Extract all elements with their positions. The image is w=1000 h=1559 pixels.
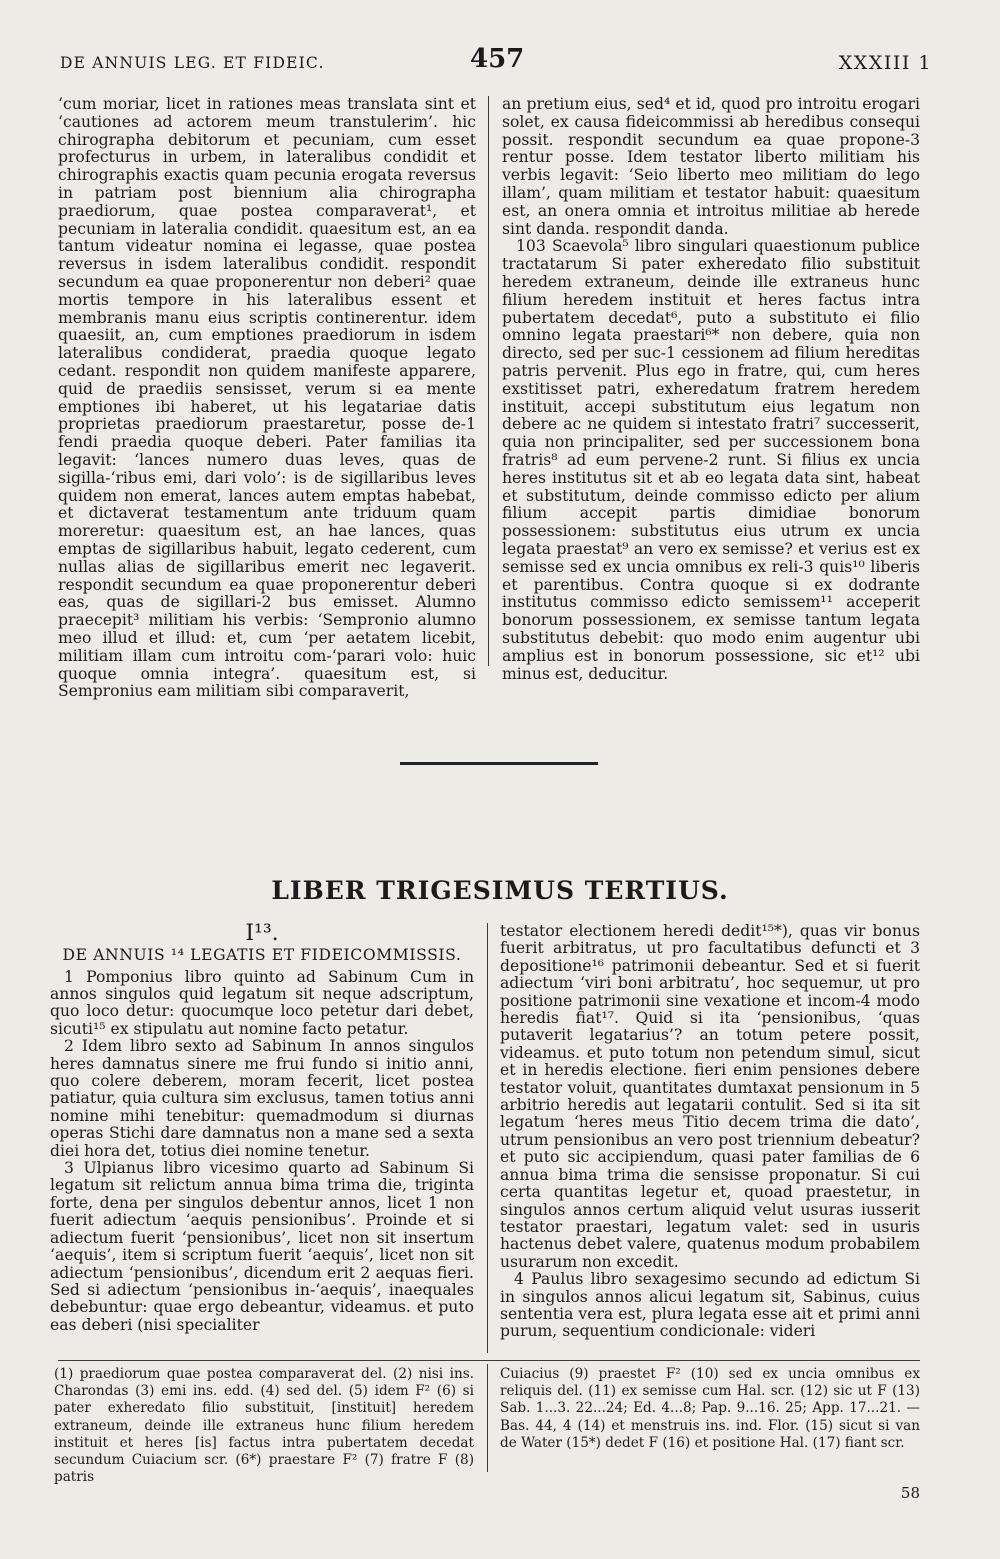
header-right: XXXIII 1 (838, 52, 932, 74)
footnote-text: Cuiacius (9) praestet F² (10) sed ex uncia omnibus ex reliquis del. (11) ex semisse cum Hal. scr. (12) sic ut F (13) Sab. 1...3. 22...24; Ed. 4...8; Pap. 9...16. 25; App. 17...21. — Bas. 44, 4 (14) et menstruis ins. ind. Flor. (15) sicut si van de Water (15*) dedet F (16) et positione Hal. (17) fiant scr. (500, 1366, 920, 1451)
footnote-text: (1) praediorum quae postea comparaverat del. (2) nisi ins. Charondas (3) emi ins. edd. (4) sed del. (5) idem F² (6) si pater exheredato filio substituit, [instituit] heredem extraneum, deinde ille extraneus hunc filium heredem instituit et heres [is] factus intra pubertatem decedat secundum Cuiacium scr. (6*) praestare F² (7) fratre F (8) patris (54, 1366, 474, 1486)
paragraph: 1 Pomponius libro quinto ad Sabinum Cum in annos singulos quid legatum sit neque adscriptum, quo loco detur: quocumque loco petetur dari debet, sicuti¹⁵ ex stipulatu aut nomine facto petatur. (50, 967, 474, 1038)
book-title: LIBER TRIGESIMUS TERTIUS. (271, 876, 729, 905)
column-4 (500, 923, 920, 1341)
paragraph: an pretium eius, sed⁴ et id, quod pro introitu erogari solet, ex causa fideicommissi ab heredibus consequi possit. respondit secundum ea quae propone-3 rentur posse. Idem testator liberto militiam his verbis legavit: ‘Seio liberto meo militiam do lego illam’, quam militiam et testator habuit: quaesitum est, an onera omnia et introitus militiae ab herede sint danda. respondit danda. (502, 95, 920, 238)
column-1 (58, 96, 476, 701)
paragraph: 3 Ulpianus libro vicesimo quarto ad Sabinum Si legatum sit relictum annua bima trima die, triginta forte, dena per singulos debentur annos, licet 1 non fuerit adiectum ‘aequis pensionibus’. Proinde et si adiectum fuerit ‘pensionibus’, licet non sit insertum ‘aequis’, item si scriptum fuerit ‘aequis’, licet non sit adiectum ‘pensionibus’, dicendum erit 2 aequas fieri. Sed si adiectum ‘pensionibus in-‘aequis’, inaequales debebuntur: quae ergo debeantur, videamus. et puto eas deberi (nisi specialiter (50, 1159, 474, 1334)
footnotes-right (500, 1366, 920, 1452)
footnote-rule (58, 1360, 920, 1361)
footnote-divider (487, 1364, 488, 1472)
column-3 (50, 923, 474, 1334)
paragraph: 4 Paulus libro sexagesimo secundo ad edictum Si in singulos annos alicui legatum sit, Sabinus, cuius sententia vera est, plura legata esse ait et primi anni purum, sequentium condicionale: videri (500, 1270, 920, 1341)
paragraph: 103 Scaevola⁵ libro singulari quaestionum publice tractatarum Si pater exheredato filio substituit heredem extraneum, deinde ille extraneus hunc filium heredem instituit et heres factus intra pubertatem decedat⁶, puto a substituto ei filio omnino legata praestari⁶* non debere, quia non directo, sed per suc-1 cessionem ad filium hereditas patris pervenit. Plus ego in fratre, qui, cum heres exstitisset patri, exheredatum fratrem heredem instituit, accepi substitutum eius legatum non debere ac ne quidem si intestato fratri⁷ successerit, quia non principaliter, sed per successionem bona fratris⁸ ad eum pervene-2 runt. Si filius ex uncia heres institutus sit et ab eo legata data sint, habeat et substitutum, deinde commisso edicto per alium filium accepit partis dimidiae bonorum possessionem: substitutus eius utrum ex uncia legata praestat⁹ an vero ex semisse? et verius est ex semisse sed ex uncia omnibus ex reli-3 quis¹⁰ liberis et parentibus. Contra quoque si ex dodrante institutus commisso edicto semissem¹¹ acceperit bonorum possessionem, ex semisse tantum legata substitutus debebit: quo modo enim augentur ubi amplius est in bonorum possessione, sic et¹² ubi minus est, deducitur. (502, 237, 920, 683)
column-2 (502, 96, 920, 683)
paragraph: ‘cum moriar, licet in rationes meas translata sint et ‘cautiones ad actorem meum transtulerim’. hic chirographa debitorum et pecuniam, cum esset profecturus in urbem, in lateralibus condidit et chirographis exactis quam pecunia erogata reversus in patriam post biennium alia chirographa praediorum, quae postea comparaverat¹, et pecuniam in lateralia condidit. quaesitum est, an ea tantum videatur nomina ei legasse, quae postea reversus in isdem lateralibus condidit. respondit secundum ea quae proponerentur non deberi² quae mortis tempore in his lateralibus essent et membranis manu eius scriptis continerentur. idem quaesiit, an, cum emptiones praediorum in isdem lateralibus condiderat, praedia quoque legato cedant. respondit non quidem manifeste apparere, quid de praediis sensisset, verum si ea mente emptiones ibi haberet, ut his legatariae datis proprietas praediorum praestaretur, posse de-1 fendi praedia quoque deberi. Pater familias ita legavit: ‘lances numero duas leves, quas de sigilla-‘ribus emi, dari volo’: is de sigillaribus leves quidem non emerat, lances autem emptas habebat, et dictaverat testamentum ante triduum quam moreretur: quaesitum est, an hae lances, quas emptas de sigillaribus habuit, legato cederent, cum nullas alias de sigillaribus emerit nec legaverit. respondit secundum ea quae proponerentur deberi eas, quas de sigillari-2 bus emisset. Alumno praecepit³ militiam his verbis: ‘Sempronio alumno meo illud et illud: et, cum ‘per aetatem licebit, militiam illam cum introitu com-‘parari volo: huic quoque omnia integra’. quaesitum est, si Sempronius eam militiam sibi comparaverit, (58, 95, 476, 701)
footnotes-left (54, 1366, 474, 1486)
running-header (60, 44, 932, 84)
section-number: I¹³. (245, 921, 279, 946)
column-divider (487, 923, 488, 1353)
header-left: DE ANNUIS LEG. ET FIDEIC. (60, 54, 325, 72)
header-page-number: 457 (470, 44, 525, 74)
paragraph: testator electionem heredi dedit¹⁵*), quas vir bonus fuerit arbitratus, ut pro facultatibus defuncti et 3 depositione¹⁶ patrimonii debeantur. Sed et si fuerit adiectum ‘viri boni arbitratu’, hoc sequemur, ut pro positione patrimonii sine vexatione et incom-4 modo heredis fiat¹⁷. Quid si ita ‘pensionibus, ‘quas putaverit legatarius’? an totum petere possit, videamus. et puto totum non petendum simul, sicut et in heredis electione. fieri enim pensiones debere testator voluit, quantitates dumtaxat pensionum in 5 arbitrio heredis aut legatarii contulit. Sed si ita sit legatum ‘heres meus Titio decem trima die dato’, utrum pensionibus an vero post triennium debeatur? et puto sic accipiendum, quasi pater familias de 6 annua bima trima die sensisse proponatur. Si cui certa quantitas legetur et, quoad praestetur, in singulos annos certum aliquid velut usuras iusserit testator praestari, legatum valet: sed in usuris hactenus debet valere, quatenus modum probabilem usurarum non excedit. (500, 922, 920, 1271)
column-divider (488, 96, 489, 666)
section-heading: DE ANNUIS ¹⁴ LEGATIS ET FIDEICOMMISSIS. (62, 945, 462, 964)
signature-number: 58 (900, 1484, 920, 1502)
paragraph: 2 Idem libro sexto ad Sabinum In annos singulos heres damnatus sinere me frui fundo si initio anni, quo colere deberem, moram fecerit, licet postea patiatur, quia cultura sim exclusus, tamen totius anni nomine mihi tenebitur: quemadmodum si diurnas operas Stichi dare damnatus non a mane sed a sexta diei hora det, totius diei nomine tenetur. (50, 1037, 474, 1160)
section-rule (400, 762, 598, 765)
